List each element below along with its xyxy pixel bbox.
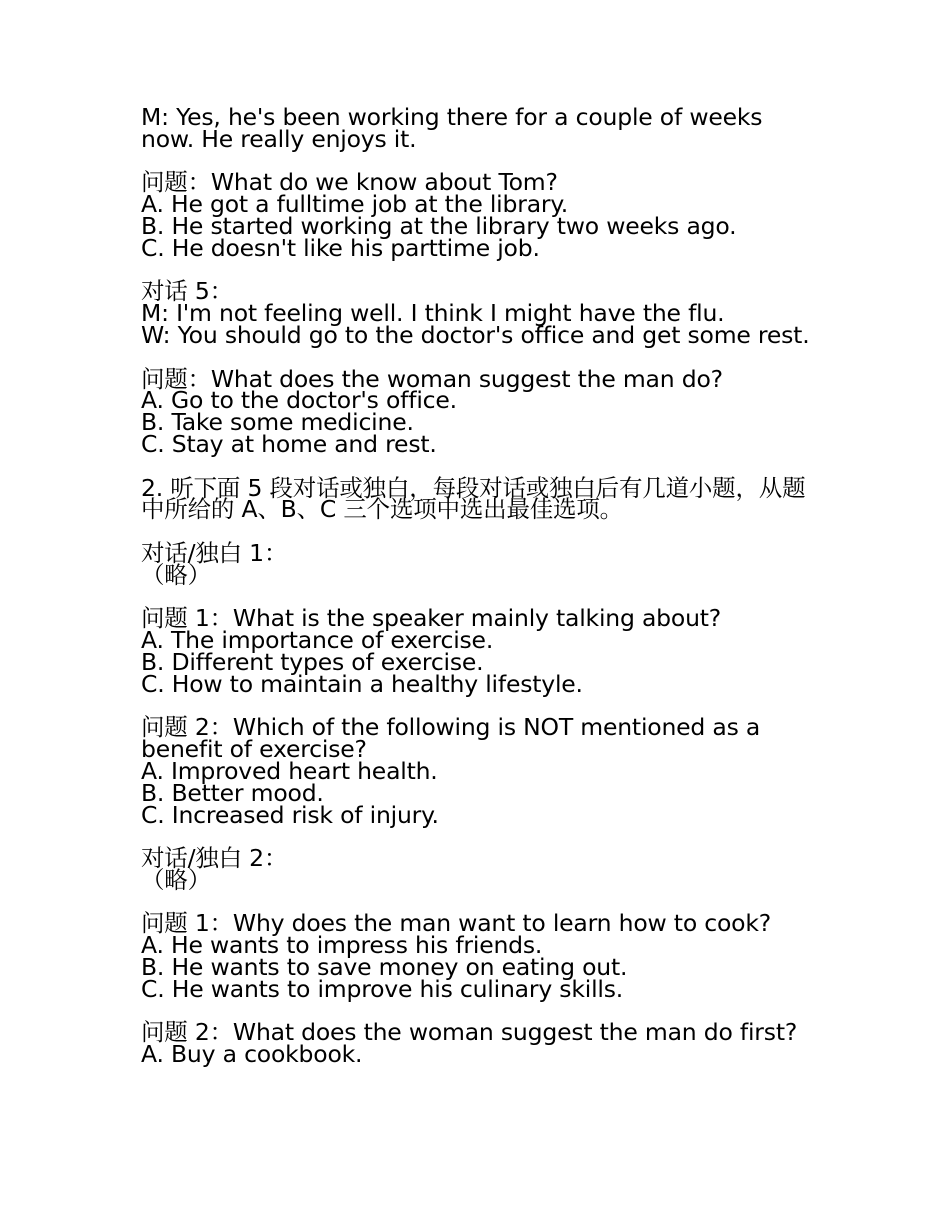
- omitted-note: （略）: [141, 560, 211, 589]
- dialogue-title: 对话 5：: [141, 277, 233, 306]
- question-block: [141, 604, 821, 698]
- dialogue-title: 对话/独白 1：: [141, 538, 288, 567]
- question-line: 问题 1：Why does the man want to learn how to cook?: [141, 909, 772, 938]
- question-block: [141, 364, 821, 458]
- option-line: C. He doesn't like his parttime job.: [141, 233, 540, 262]
- question-block: [141, 713, 821, 829]
- option-line: A. He wants to impress his friends.: [141, 931, 543, 960]
- option-line: A. He got a fulltime job at the library.: [141, 190, 568, 219]
- question-line: 问题：What does the woman suggest the man do?: [141, 364, 723, 393]
- omitted-note: （略）: [141, 865, 211, 894]
- question-block: [141, 909, 821, 1003]
- text-line: W: You should go to the doctor's office and get some rest.: [141, 320, 810, 349]
- dialogue-block: [141, 844, 821, 894]
- dialogue-title: 对话/独白 2：: [141, 844, 288, 873]
- question-line: 问题 1：What is the speaker mainly talking about?: [141, 604, 722, 633]
- option-line: B. He started working at the library two weeks ago.: [141, 211, 737, 240]
- document-page: [141, 103, 821, 1088]
- option-line: A. Improved heart health.: [141, 756, 438, 785]
- text-line: M: Yes, he's been working there for a couple of weeks now. He really enjoys it.: [141, 103, 770, 153]
- option-line: C. How to maintain a healthy lifestyle.: [141, 669, 583, 698]
- dialogue-block: [141, 538, 821, 589]
- option-line: C. Stay at home and rest.: [141, 429, 437, 458]
- option-line: B. He wants to save money on eating out.: [141, 953, 628, 982]
- option-line: C. Increased risk of injury.: [141, 800, 439, 829]
- option-line: A. The importance of exercise.: [141, 626, 494, 655]
- section-instruction: [141, 473, 821, 524]
- text-line: M: I'm not feeling well. I think I might have the flu.: [141, 299, 725, 328]
- option-line: A. Buy a cookbook.: [141, 1040, 363, 1069]
- dialogue-block: [141, 277, 821, 349]
- option-line: C. He wants to improve his culinary skills.: [141, 974, 624, 1003]
- question-line: 问题 2：What does the woman suggest the man do first?: [141, 1018, 798, 1047]
- question-line: 问题 2：Which of the following is NOT mentioned as a benefit of exercise?: [141, 713, 768, 764]
- option-line: B. Different types of exercise.: [141, 647, 484, 676]
- option-line: B. Take some medicine.: [141, 408, 414, 437]
- question-block: [141, 168, 821, 262]
- text-block: [141, 103, 821, 153]
- option-line: B. Better mood.: [141, 778, 324, 807]
- question-block: [141, 1018, 821, 1069]
- question-line: 问题：What do we know about Tom?: [141, 168, 558, 197]
- instruction-line: 2. 听下面 5 段对话或独白，每段对话或独白后有几道小题，从题中所给的 A、B、C 三个选项中选出最佳选项。: [141, 473, 806, 524]
- option-line: A. Go to the doctor's office.: [141, 386, 457, 415]
